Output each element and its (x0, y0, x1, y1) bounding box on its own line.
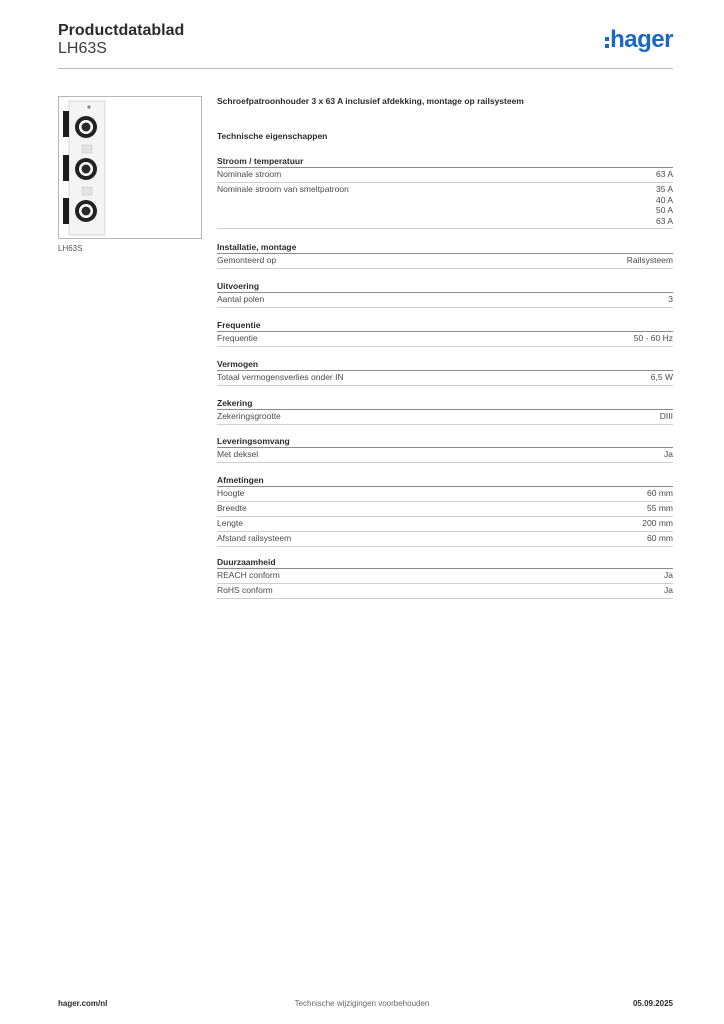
spec-label: REACH conform (217, 570, 280, 580)
spec-label: Nominale stroom (217, 169, 282, 179)
page-header (58, 22, 673, 70)
footer-note: Technische wijzigingen voorbehouden (294, 999, 430, 1008)
spec-group-zekering (217, 397, 673, 425)
spec-value: 55 mm (647, 503, 673, 513)
spec-row (217, 371, 673, 386)
group-title: Installatie, montage (217, 241, 673, 254)
document-title: Productdatablad (58, 22, 185, 39)
spec-label: Nominale stroom van smeltpatroon (217, 184, 349, 194)
spec-value: DIII (659, 411, 673, 421)
image-caption: LH63S (58, 244, 83, 253)
spec-row (217, 183, 673, 229)
product-code: LH63S (58, 40, 107, 57)
spec-label: Met deksel (217, 449, 259, 459)
product-image (58, 96, 202, 239)
group-title: Zekering (217, 397, 673, 410)
technical-properties-heading: Technische eigenschappen (217, 131, 328, 141)
spec-group-frequentie (217, 319, 673, 347)
spec-label: Totaal vermogensverlies onder IN (217, 372, 344, 382)
spec-group-afmetingen (217, 474, 673, 547)
spec-label: Afstand railsysteem (217, 533, 292, 543)
spec-value: Ja (664, 585, 673, 595)
header-divider (58, 68, 673, 69)
spec-row (217, 502, 673, 517)
spec-row (217, 517, 673, 532)
spec-label: Frequentie (217, 333, 258, 343)
spec-value: 63 A (655, 215, 673, 226)
spec-label: Hoogte (217, 488, 245, 498)
group-title: Duurzaamheid (217, 556, 673, 569)
spec-row (217, 448, 673, 463)
spec-row (217, 487, 673, 502)
spec-label: Breedte (217, 503, 247, 513)
spec-value: 40 A (655, 194, 673, 205)
logo-text: hager (610, 26, 673, 53)
spec-label: Gemonteerd op (217, 255, 277, 265)
spec-value: Railsysteem (626, 255, 673, 265)
footer-date: 05.09.2025 (632, 999, 673, 1008)
footer-website-link[interactable]: hager.com/nl (58, 999, 108, 1008)
spec-label: Aantal polen (217, 294, 265, 304)
spec-value: 200 mm (642, 518, 673, 528)
group-title: Frequentie (217, 319, 673, 332)
spec-row (217, 410, 673, 425)
spec-row (217, 293, 673, 308)
spec-group-uitvoering (217, 280, 673, 308)
spec-value: Ja (664, 570, 673, 580)
spec-label: Zekeringsgrootte (217, 411, 281, 421)
spec-value: 50 A (655, 205, 673, 215)
spec-value: 60 mm (647, 488, 673, 498)
group-title: Stroom / temperatuur (217, 155, 673, 168)
spec-row (217, 254, 673, 269)
spec-group-vermogen (217, 358, 673, 386)
spec-value: 50 - 60 Hz (633, 333, 673, 343)
fuse-holder-icon (59, 97, 201, 238)
spec-group-leveringsomvang (217, 435, 673, 463)
logo-dots-icon (605, 37, 609, 48)
spec-label: Lengte (217, 518, 243, 528)
spec-value: Ja (664, 449, 673, 459)
spec-group-stroom (217, 155, 673, 229)
hager-logo (605, 26, 673, 54)
spec-row (217, 584, 673, 599)
spec-value: 3 (668, 294, 673, 304)
spec-value: 6,5 W (650, 372, 673, 382)
spec-row (217, 168, 673, 183)
group-title: Vermogen (217, 358, 673, 371)
group-title: Leveringsomvang (217, 435, 673, 448)
group-title: Afmetingen (217, 474, 673, 487)
spec-row (217, 332, 673, 347)
spec-value: 63 A (655, 169, 673, 179)
spec-group-duurzaamheid (217, 556, 673, 599)
spec-label: RoHS conform (217, 585, 273, 595)
spec-group-installatie (217, 241, 673, 269)
spec-row (217, 532, 673, 547)
spec-value-list (656, 184, 673, 226)
spec-value: 35 A (655, 184, 673, 194)
spec-row (217, 569, 673, 584)
product-description: Schroefpatroonhouder 3 x 63 A inclusief afdekking, montage op railsysteem (217, 96, 524, 106)
group-title: Uitvoering (217, 280, 673, 293)
spec-value: 60 mm (647, 533, 673, 543)
